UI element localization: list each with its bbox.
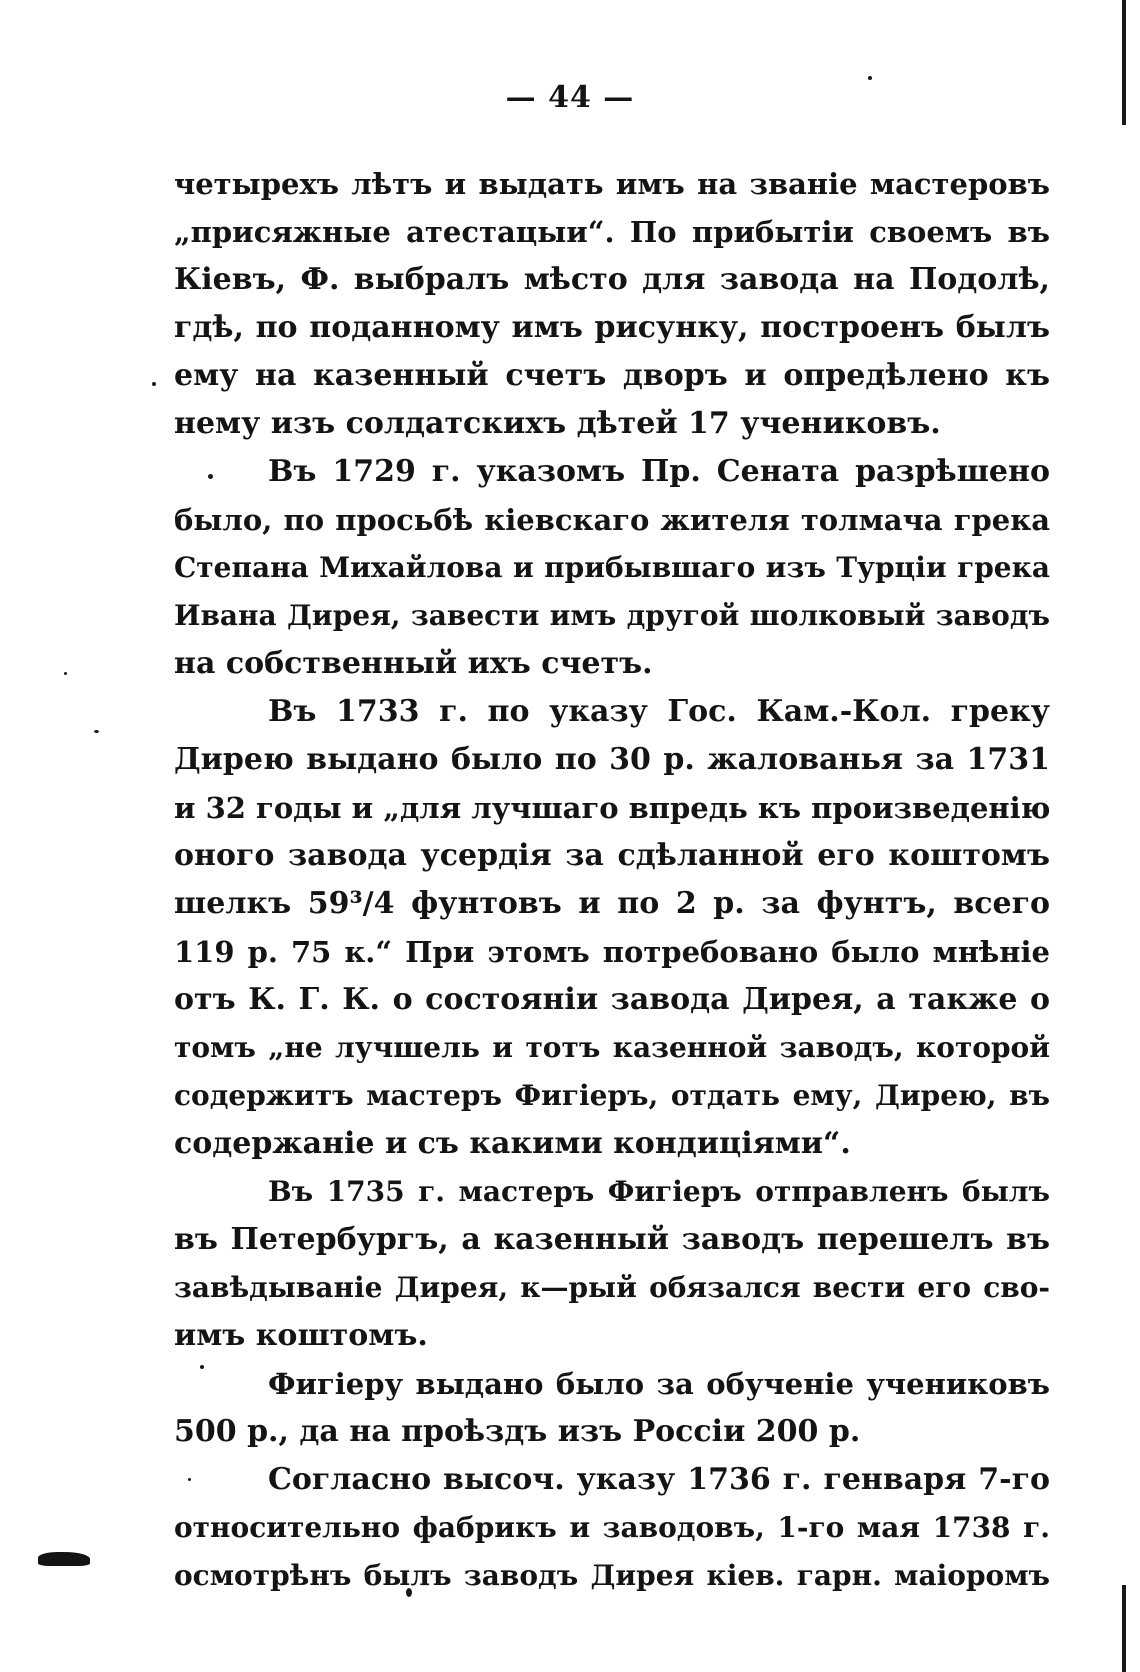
text-line: нему изъ солдатскихъ дѣтей 17 учениковъ. — [174, 406, 941, 441]
text-line: осмотрѣнъ былъ заводъ Дирея кіев. гарн. маіоромъ — [174, 1559, 1050, 1592]
text-line: Фигіеру выдано было за обученіе учениковъ — [268, 1367, 1050, 1401]
text-line: оного завода усердія за сдѣланной его коштомъ — [174, 838, 1050, 873]
text-line: Степана Михайлова и прибывшаго изъ Турціи грека — [174, 551, 1050, 584]
text-line: имъ коштомъ. — [174, 1318, 428, 1353]
text-line: на собственный ихъ счетъ. — [174, 646, 653, 681]
body-text — [174, 160, 1050, 1600]
page-number: — 44 — — [505, 80, 635, 115]
text-line: четырехъ лѣтъ и выдать имъ на званіе мастеровъ — [174, 167, 1050, 201]
text-line: завѣдываніе Дирея, к—рый обязался вести его сво- — [174, 1271, 1050, 1304]
scan-speck — [94, 730, 99, 733]
scan-edge-bottom — [1122, 1585, 1126, 1672]
text-line: 500 р., да на проѣздъ изъ Россіи 200 р. — [174, 1414, 861, 1449]
scan-speck — [152, 382, 156, 386]
text-line: было, по просьбѣ кіевскаго жителя толмача грека — [174, 503, 1050, 537]
text-line: 119 р. 75 к.“ При этомъ потребовано было мнѣніе — [174, 935, 1050, 969]
text-line: въ Петербургъ, а казенный заводъ перешелъ въ — [174, 1222, 1050, 1257]
text-line: томъ „не лучшель и тотъ казенной заводъ, которой — [174, 1031, 1050, 1064]
text-line: Въ 1735 г. мастеръ Фигіеръ отправленъ былъ — [268, 1175, 1050, 1208]
text-line: содержаніе и съ какими кондиціями“. — [174, 1126, 851, 1161]
text-line: относительно фабрикъ и заводовъ, 1-го мая 1738 г. — [174, 1511, 1050, 1544]
text-line: ему на казенный счетъ дворъ и опредѣлено къ — [174, 358, 1050, 393]
text-line: Въ 1733 г. по указу Гос. Кам.-Кол. греку — [268, 694, 1050, 729]
text-line: „присяжные атестацыи“. По прибытіи своемъ въ — [174, 215, 1050, 249]
text-line: Дирею выдано было по 30 р. жалованья за 1731 — [174, 742, 1050, 777]
text-line: отъ К. Г. К. о состояніи завода Дирея, а также о — [174, 982, 1050, 1017]
text-line: шелкъ 59³/4 фунтовъ и по 2 р. за фунтъ, всего — [174, 886, 1050, 921]
text-line: гдѣ, по поданному имъ рисунку, построенъ былъ — [174, 310, 1050, 345]
text-line: Въ 1729 г. указомъ Пр. Сената разрѣшено — [268, 454, 1050, 489]
scan-speck — [64, 672, 67, 675]
text-line: и 32 годы и „для лучшаго впредь къ произведенію — [174, 791, 1050, 825]
scan-smudge — [38, 1552, 90, 1566]
text-line: Согласно высоч. указу 1736 г. генваря 7-го — [268, 1462, 1050, 1497]
text-line: содержитъ мастеръ Фигіеръ, отдать ему, Дирею, въ — [174, 1079, 1050, 1112]
text-line: Ивана Дирея, завести имъ другой шолковый заводъ — [174, 599, 1050, 632]
text-line: Кіевъ, Ф. выбралъ мѣсто для завода на Подолѣ, — [174, 262, 1050, 297]
